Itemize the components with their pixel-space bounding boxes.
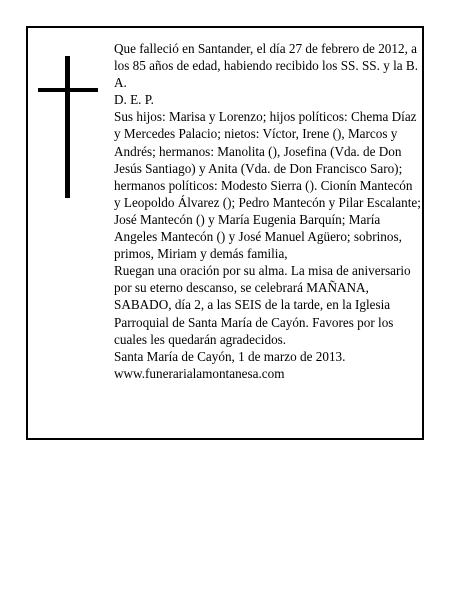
intro-paragraph: Que falleció en Santander, el día 27 de febrero de 2012, a los 85 años de edad, habiendo recibido los SS. SS. y la B. A. [114,41,419,91]
obituary-text [114,40,422,382]
place-date-line: Santa María de Cayón, 1 de marzo de 2013. [114,348,346,364]
latin-cross-icon [38,56,98,198]
rip-line: D. E. P. [114,92,154,108]
family-paragraph: Sus hijos: Marisa y Lorenzo; hijos políticos: Chema Díaz y Mercedes Palacio; nietos: Víctor, Irene (), Marcos y Andrés; hermanos: Manolita (), Josefina (Vda. de Don Jesús Santiago) y Anita (Vda. de Don Francisco Saro); hermanos políticos: Modesto Sierra (). Cionín Mantecón y Leopoldo Álvarez (); Pedro Mantecón y Pilar Escalante; José Mantecón () y María Eugenia Barquín; María Angeles Mantecón () y José Manuel Agüero; sobrinos, primos, Miriam y demás familia, [114,109,421,262]
obituary-notice [26,26,424,440]
website-line: www.funerarialamontanesa.com [114,365,285,381]
cross-horizontal-bar [38,88,98,92]
cross-vertical-bar [65,56,70,198]
request-paragraph: Ruegan una oración por su alma. La misa de aniversario por su eterno descanso, se celebrará MAÑANA, SABADO, día 2, a las SEIS de la tarde, en la Iglesia Parroquial de Santa María de Cayón. Favores por los cuales les quedarán agradecidos. [114,263,411,347]
